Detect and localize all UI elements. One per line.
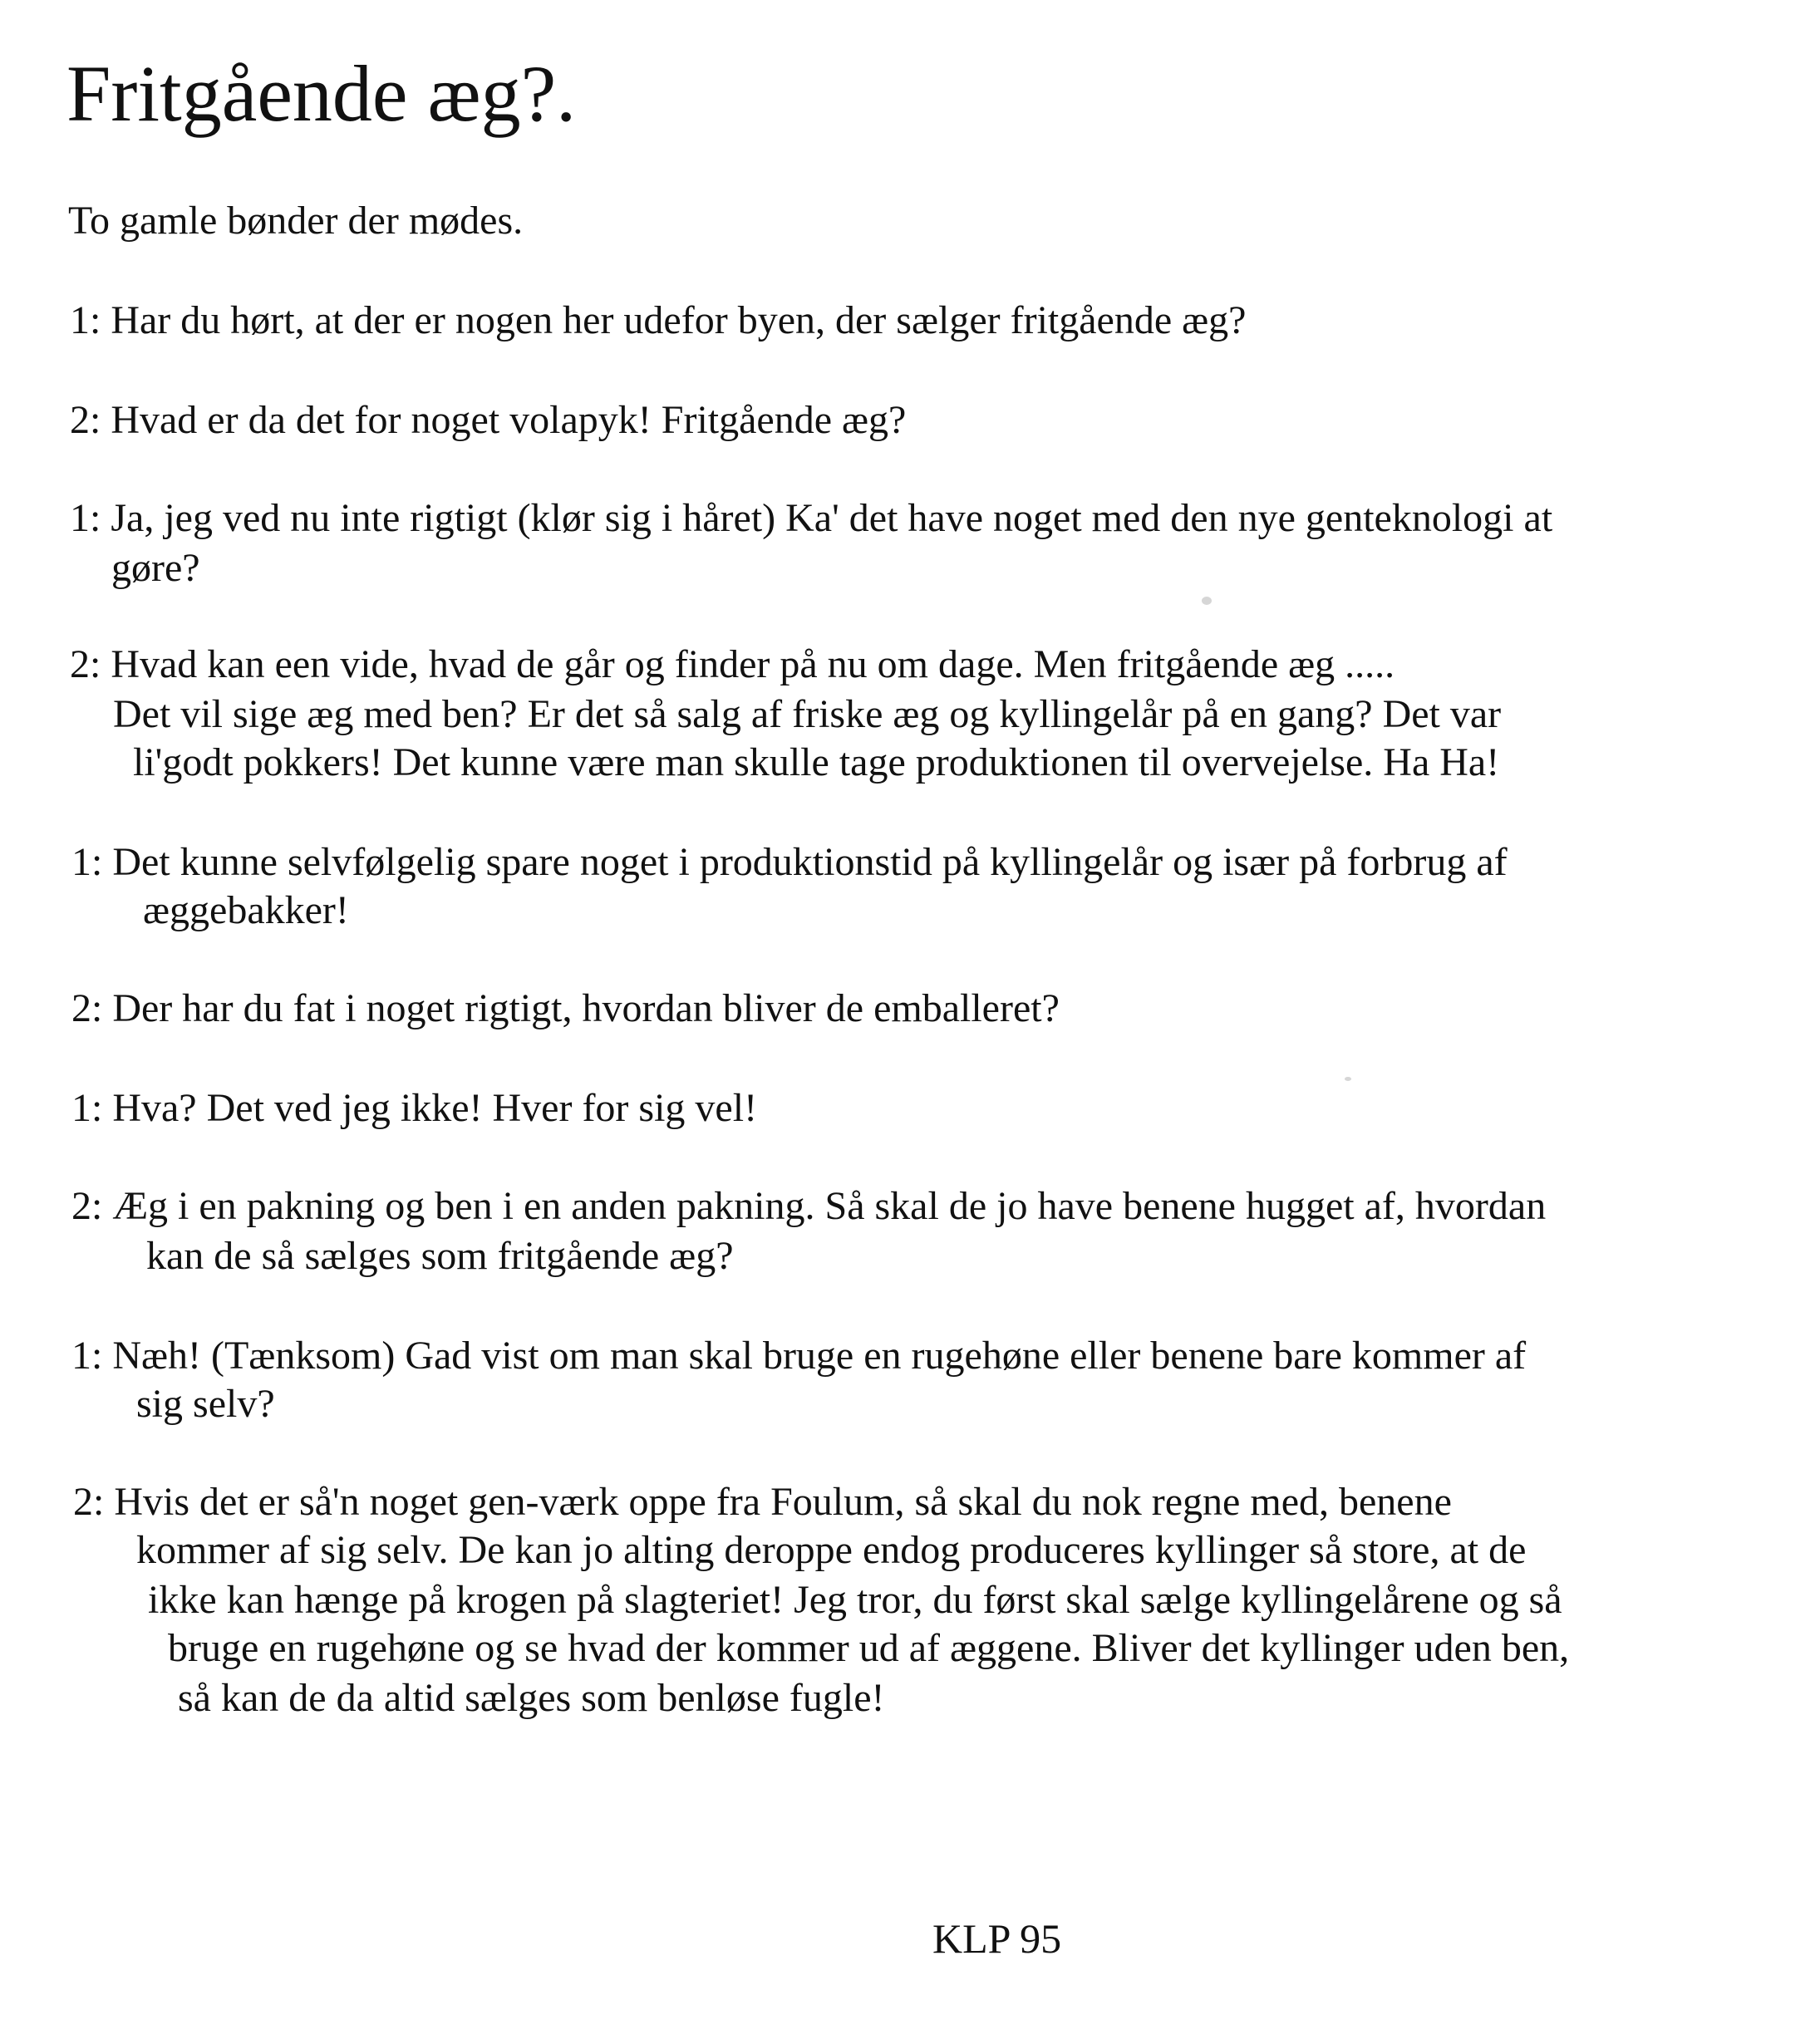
dialogue-line: sig selv?: [136, 1382, 275, 1426]
dialogue-line: 1: Har du hørt, at der er nogen her udefor byen, der sælger fritgående æg?: [70, 298, 1247, 342]
dialogue-line: kan de så sælges som fritgående æg?: [146, 1234, 734, 1278]
dialogue-line: så kan de da altid sælges som benløse fugle!: [178, 1676, 885, 1720]
scan-speck: [1345, 1077, 1351, 1081]
dialogue-line: 2: Hvis det er så'n noget gen-værk oppe fra Foulum, så skal du nok regne med, benene: [73, 1480, 1452, 1524]
dialogue-line: ikke kan hænge på krogen på slagteriet! Jeg tror, du først skal sælge kyllingelårene og så: [148, 1578, 1562, 1622]
document-title: Fritgående æg?.: [66, 49, 577, 138]
dialogue-line: kommer af sig selv. De kan jo alting deroppe endog produceres kyllinger så store, at de: [136, 1528, 1527, 1572]
dialogue-line: 2: Der har du fat i noget rigtigt, hvordan bliver de emballeret?: [71, 986, 1060, 1030]
dialogue-line: Det vil sige æg med ben? Er det så salg af friske æg og kyllingelår på en gang? Det var: [113, 692, 1502, 736]
dialogue-line: æggebakker!: [143, 888, 349, 932]
dialogue-line: 2: Hvad er da det for noget volapyk! Fritgående æg?: [70, 398, 907, 442]
dialogue-line: 1: Hva? Det ved jeg ikke! Hver for sig vel!: [71, 1086, 758, 1130]
dialogue-line: li'godt pokkers! Det kunne være man skulle tage produktionen til overvejelse. Ha Ha!: [133, 740, 1500, 784]
footer-label: KLP 95: [932, 1915, 1062, 1962]
dialogue-line: 1: Ja, jeg ved nu inte rigtigt (klør sig i håret) Ka' det have noget med den nye genteknologi at: [70, 496, 1553, 540]
scan-speck: [1202, 597, 1212, 605]
dialogue-line: bruge en rugehøne og se hvad der kommer ud af æggene. Bliver det kyllinger uden ben,: [168, 1626, 1570, 1670]
intro-line: To gamle bønder der mødes.: [68, 199, 524, 243]
dialogue-line: 2: Hvad kan een vide, hvad de går og finder på nu om dage. Men fritgående æg .....: [70, 642, 1395, 686]
dialogue-line: 1: Det kunne selvfølgelig spare noget i produktionstid på kyllingelår og især på forbrug af: [71, 840, 1508, 884]
dialogue-line: 2: Æg i en pakning og ben i en anden pakning. Så skal de jo have benene hugget af, hvordan: [71, 1184, 1547, 1228]
dialogue-line: 1: Næh! (Tænksom) Gad vist om man skal bruge en rugehøne eller benene bare kommer af: [71, 1334, 1527, 1378]
dialogue-line: gøre?: [111, 546, 200, 590]
